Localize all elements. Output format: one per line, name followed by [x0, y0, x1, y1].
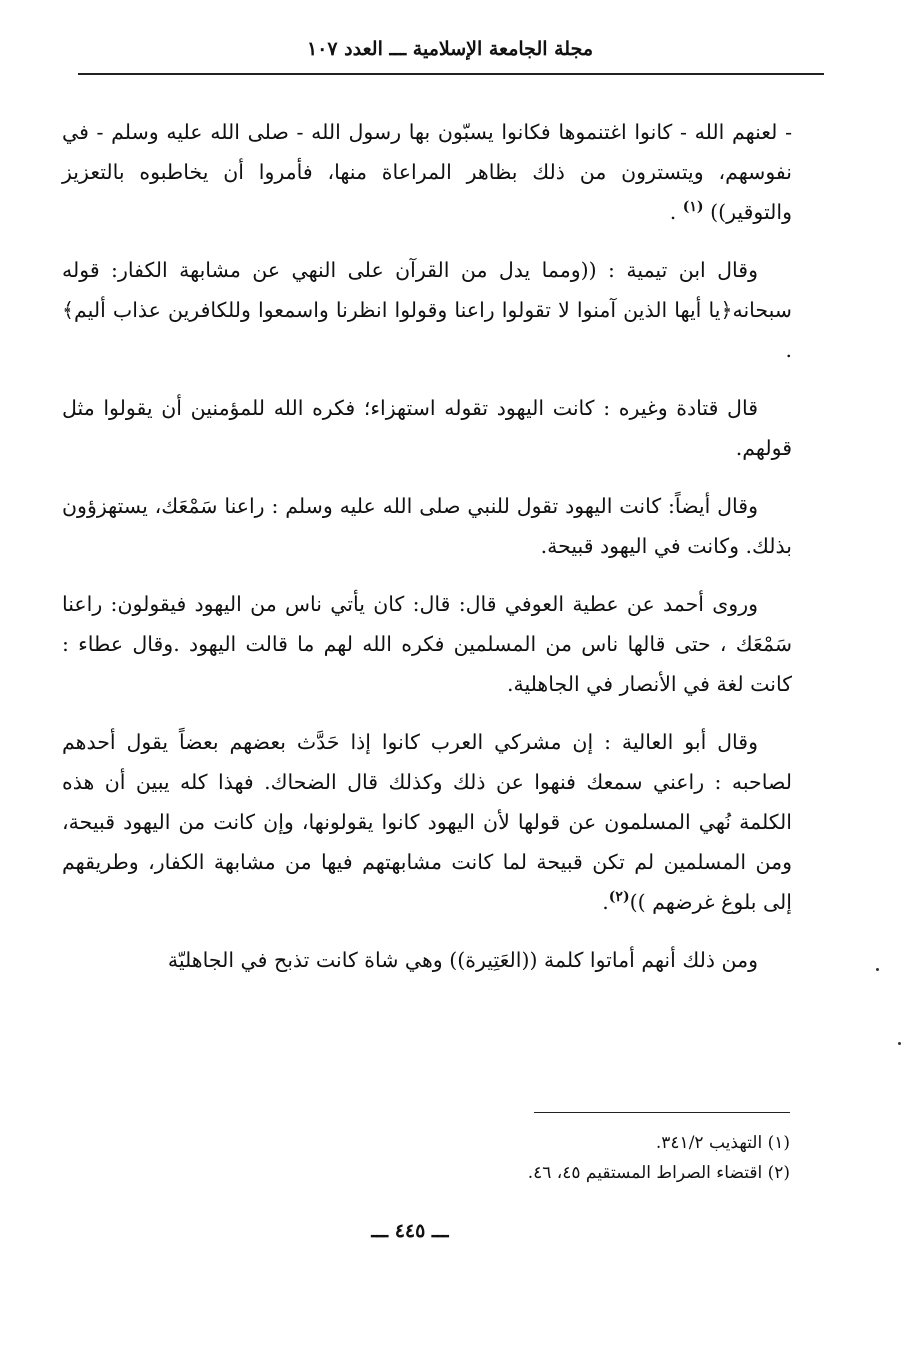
scan-speck: [898, 1042, 901, 1045]
footnotes: [420, 1128, 790, 1188]
running-header: مجلة الجامعة الإسلامية ـــ العدد ١٠٧: [306, 38, 594, 60]
paragraph-3: [62, 388, 792, 468]
footnote-2: (٢) اقتضاء الصراط المستقيم ٤٥، ٤٦.: [527, 1163, 790, 1183]
header-rule: [78, 73, 824, 75]
page-number: ـــ ٤٤٥ ـــ: [371, 1220, 449, 1242]
paragraph-6-text: وقال أبو العالية : إن مشركي العرب كانوا إذا حَدَّث بعضهم بعضاً يقول أحدهم لصاحبه : راعني سمعك فنهوا عن ذلك وكذلك قال الضحاك. فهذا كله يبين أن هذه الكلمة نُهي المسلمون عن قولها لأن اليهود كانوا يقولونها، وإن كانت من اليهود قبيحة، ومن المسلمين لم تكن قبيحة لما كانت مشابهتهم فيها من مشابهة الكفار، وطريقهم إلى بلوغ غرضهم )): [62, 730, 792, 914]
paragraph-7: [62, 940, 792, 980]
paragraph-7-text: ومن ذلك أنهم أماتوا كلمة ((العَتِيرة)) وهي شاة كانت تذبح في الجاهليّة: [167, 948, 758, 972]
paragraph-5: [62, 584, 792, 704]
paragraph-4: [62, 486, 792, 566]
paragraph-4-text: وقال أيضاً: كانت اليهود تقول للنبي صلى الله عليه وسلم : راعنا سَمْعَك، يستهزؤون بذلك. وكانت في اليهود قبيحة.: [62, 494, 792, 558]
paragraph-3-text: قال قتادة وغيره : كانت اليهود تقوله استهزاء؛ فكره الله للمؤمنين أن يقولوا مثل قولهم.: [62, 396, 792, 460]
footnote-ref-1: (١): [682, 199, 704, 216]
footnote-1: (١) التهذيب ٣٤١/٢.: [655, 1133, 790, 1153]
scan-speck: [876, 968, 879, 971]
footnote-rule: [534, 1112, 790, 1113]
paragraph-6: [62, 722, 792, 922]
paragraph-5-text: وروى أحمد عن عطية العوفي قال: قال: كان يأتي ناس من اليهود فيقولون: راعنا سَمْعَك ، حتى قالها ناس من المسلمين فكره الله لهم ما قالت اليهود .وقال عطاء : كانت لغة في الأنصار في الجاهلية.: [62, 592, 792, 696]
paragraph-6-ending: .: [602, 890, 609, 914]
paragraph-1-ending: .: [669, 200, 683, 224]
paragraph-2: [62, 250, 792, 370]
paragraph-1-text: - لعنهم الله - كانوا اغتنموها فكانوا يسبّون بها رسول الله - صلى الله عليه وسلم - في نفوسهم، ويتسترون من ذلك بظاهر المراعاة منها، فأمروا أن يخاطبوه بالتعزيز والتوقير)): [62, 120, 792, 224]
paragraph-2-text: وقال ابن تيمية : ((ومما يدل من القرآن على النهي عن مشابهة الكفار: قوله سبحانه﴿يا أيها الذين آمنوا لا تقولوا راعنا وقولوا انظرنا واسمعوا وللكافرين عذاب أليم﴾ .: [62, 258, 792, 362]
body-text: [62, 112, 792, 998]
footnote-ref-2: (٢): [608, 889, 630, 906]
paragraph-1: [62, 112, 792, 232]
